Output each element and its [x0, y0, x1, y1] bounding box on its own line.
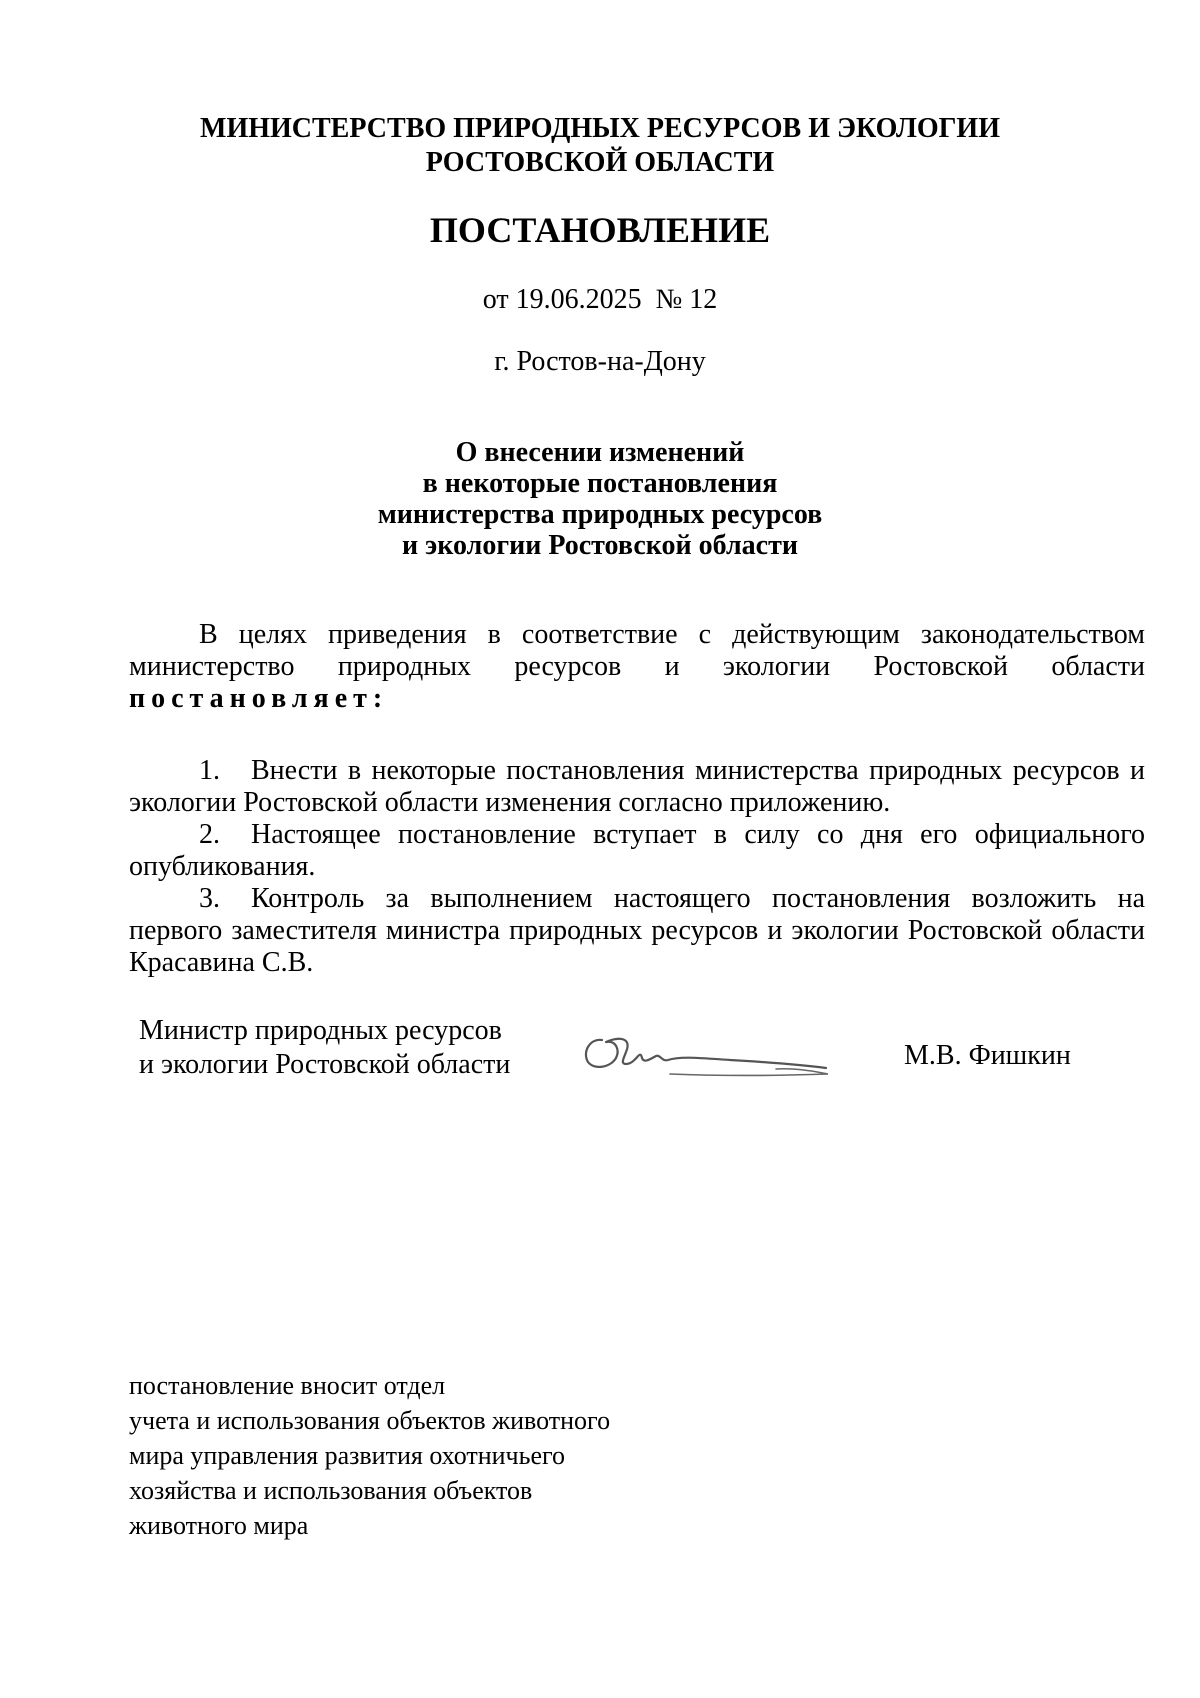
ministry-header [0, 112, 1200, 180]
document-body [129, 619, 1145, 979]
document-subject [0, 437, 1200, 561]
decree-item [129, 883, 1145, 979]
item-number: 2. [199, 819, 220, 850]
executor-note [129, 1368, 610, 1543]
document-type: ПОСТАНОВЛЕНИЕ [429, 210, 771, 250]
signatory-position-line2: и экологии Ростовской области [139, 1049, 511, 1080]
executor-note-line: мира управления развития охотничьего [129, 1441, 566, 1470]
executor-note-line: учета и использования объектов животного [129, 1406, 611, 1435]
decree-item [129, 755, 1145, 819]
handwritten-signature [580, 1018, 840, 1088]
document-date-line [0, 283, 1200, 317]
item-text: Внести в некоторые постановления министерства природных ресурсов и экологии Ростовской области изменения согласно приложению. [129, 755, 1145, 818]
subject-line: министерства природных ресурсов [377, 499, 823, 530]
decree-items [129, 755, 1145, 979]
item-text: Настоящее постановление вступает в силу со дня его официального опубликования. [129, 819, 1145, 882]
preamble-paragraph [129, 619, 1145, 715]
number-prefix: № [655, 284, 683, 315]
item-text: Контроль за выполнением настоящего постановления возложить на первого заместителя министра природных ресурсов и экологии Ростовской области Красавина С.В. [129, 883, 1145, 978]
decree-colon: : [372, 683, 389, 714]
ministry-header-line2: РОСТОВСКОЙ ОБЛАСТИ [425, 147, 775, 178]
executor-note-line: хозяйства и использования объектов [129, 1476, 533, 1505]
subject-line: О внесении изменений [455, 437, 745, 468]
decree-word: постановляет [129, 683, 373, 714]
executor-note-line: животного мира [129, 1511, 309, 1540]
decree-item [129, 819, 1145, 883]
document-date: 19.06.2025 [515, 284, 642, 315]
date-prefix: от [482, 284, 509, 315]
document-city: г. Ростов-на-Дону [494, 346, 706, 377]
subject-line: и экологии Ростовской области [402, 530, 798, 561]
executor-note-line: постановление вносит отдел [129, 1371, 446, 1400]
signatory-position-line1: Министр природных ресурсов [139, 1015, 502, 1046]
document-number: 12 [689, 284, 718, 315]
ministry-header-line1: МИНИСТЕРСТВО ПРИРОДНЫХ РЕСУРСОВ И ЭКОЛОГИИ [200, 113, 1000, 144]
subject-line: в некоторые постановления [422, 468, 778, 499]
item-number: 3. [199, 883, 220, 914]
signatory-name: М.В. Фишкин [904, 1040, 1071, 1071]
item-number: 1. [199, 755, 220, 786]
preamble-text: В целях приведения в соответствие с действующим законодательством министерство природных ресурсов и экологии Ростовской области [129, 619, 1145, 682]
signatory-position [139, 1014, 510, 1082]
